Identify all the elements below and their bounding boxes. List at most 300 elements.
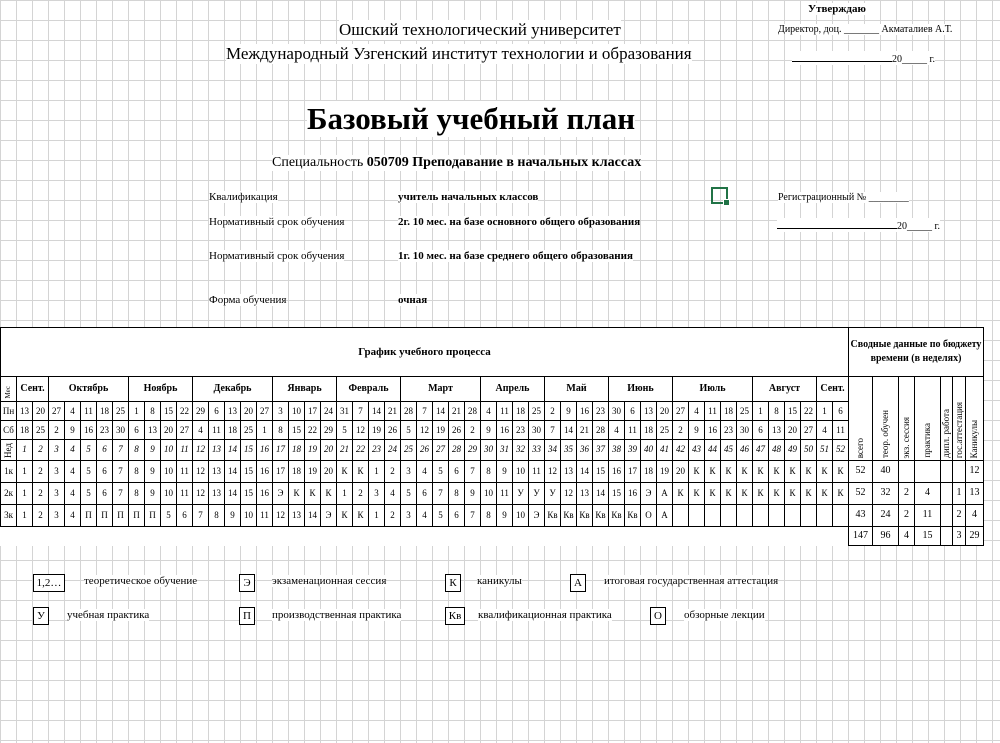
monday-row-cell: 22 bbox=[177, 402, 193, 421]
week-number-cell: 30 bbox=[481, 440, 497, 461]
week-number-cell: 29 bbox=[465, 440, 481, 461]
monday-row-cell: 8 bbox=[145, 402, 161, 421]
qualification-value: учитель начальных классов bbox=[398, 191, 539, 203]
reg-date-underline bbox=[777, 218, 897, 229]
course-week-cell: 3 bbox=[369, 482, 385, 504]
saturday-row-cell: 27 bbox=[801, 421, 817, 440]
course-summary-cell bbox=[941, 482, 953, 504]
course-week-cell: 9 bbox=[145, 482, 161, 504]
saturday-row-cell: 19 bbox=[369, 421, 385, 440]
qualification-label: Квалификация bbox=[209, 191, 278, 203]
course-label: 2к bbox=[1, 482, 17, 504]
course-week-cell: К bbox=[817, 482, 833, 504]
week-number-cell: 51 bbox=[817, 440, 833, 461]
course-week-cell: А bbox=[657, 504, 673, 526]
week-number-cell: 7 bbox=[113, 440, 129, 461]
course-week-cell: 10 bbox=[481, 482, 497, 504]
course-summary-cell: 11 bbox=[915, 504, 941, 526]
course-week-cell: 7 bbox=[113, 482, 129, 504]
course-week-cell: 7 bbox=[465, 460, 481, 482]
course-week-cell: К bbox=[785, 460, 801, 482]
course-week-cell: 20 bbox=[321, 460, 337, 482]
week-number-cell: 2 bbox=[33, 440, 49, 461]
summary-header-label: практика bbox=[922, 423, 932, 458]
course-week-cell: 10 bbox=[161, 482, 177, 504]
approve-date-text: 20_____ г. bbox=[892, 54, 935, 65]
course-week-cell: 13 bbox=[209, 460, 225, 482]
saturday-row-cell: 7 bbox=[545, 421, 561, 440]
schedule-table bbox=[0, 327, 984, 546]
course-week-cell: 15 bbox=[241, 482, 257, 504]
saturday-row-cell: 13 bbox=[145, 421, 161, 440]
saturday-row-cell: 25 bbox=[33, 421, 49, 440]
course-summary-cell: 52 bbox=[849, 460, 873, 482]
monday-row-cell: 1 bbox=[753, 402, 769, 421]
course-week-cell: 1 bbox=[17, 460, 33, 482]
week-number-cell: 8 bbox=[129, 440, 145, 461]
total-cell: 4 bbox=[899, 526, 915, 545]
course-week-cell bbox=[705, 504, 721, 526]
course-week-cell: 11 bbox=[497, 482, 513, 504]
week-number-cell: 42 bbox=[673, 440, 689, 461]
course-week-cell: 16 bbox=[609, 460, 625, 482]
course-week-cell: 10 bbox=[241, 504, 257, 526]
course-week-cell: К bbox=[737, 460, 753, 482]
week-number-cell: 49 bbox=[785, 440, 801, 461]
monday-row-cell: 10 bbox=[289, 402, 305, 421]
course-week-cell: 9 bbox=[465, 482, 481, 504]
week-number-cell: 47 bbox=[753, 440, 769, 461]
course-week-cell: 13 bbox=[561, 460, 577, 482]
summary-header bbox=[941, 377, 953, 461]
date-underline bbox=[792, 51, 892, 62]
week-number-cell: 44 bbox=[705, 440, 721, 461]
summary-header bbox=[966, 377, 984, 461]
week-number-cell: 39 bbox=[625, 440, 641, 461]
course-summary-cell: 4 bbox=[966, 504, 984, 526]
course-week-cell: 11 bbox=[257, 504, 273, 526]
specialty-line bbox=[272, 155, 641, 171]
course-summary-cell: 2 bbox=[953, 504, 966, 526]
monday-row-cell: 14 bbox=[369, 402, 385, 421]
saturday-row-cell: 25 bbox=[241, 421, 257, 440]
saturday-row-cell: 18 bbox=[641, 421, 657, 440]
week-number-cell: 21 bbox=[337, 440, 353, 461]
course-week-cell: 10 bbox=[513, 504, 529, 526]
week-number-cell: 45 bbox=[721, 440, 737, 461]
saturday-row-cell: 8 bbox=[273, 421, 289, 440]
legend-code-attestation: А bbox=[570, 574, 586, 592]
month-header: Март bbox=[401, 377, 481, 402]
monday-row-cell: 18 bbox=[97, 402, 113, 421]
week-number-cell: 20 bbox=[321, 440, 337, 461]
monday-row-cell: 20 bbox=[241, 402, 257, 421]
course-week-cell: 5 bbox=[401, 482, 417, 504]
course-summary-cell bbox=[899, 460, 915, 482]
monday-row-cell: 1 bbox=[129, 402, 145, 421]
week-number-cell: 43 bbox=[689, 440, 705, 461]
selected-cell-cursor[interactable] bbox=[711, 187, 728, 204]
week-number-cell: 3 bbox=[49, 440, 65, 461]
saturday-row-cell: 16 bbox=[497, 421, 513, 440]
summary-header bbox=[953, 377, 966, 461]
course-week-cell: К bbox=[769, 482, 785, 504]
saturday-row-cell: 21 bbox=[577, 421, 593, 440]
saturday-row-cell: 4 bbox=[609, 421, 625, 440]
course-week-cell: 18 bbox=[641, 460, 657, 482]
duration-label-1: Нормативный срок обучения bbox=[209, 216, 345, 228]
course-week-cell: Э bbox=[273, 482, 289, 504]
course-week-cell: К bbox=[353, 460, 369, 482]
course-week-cell: 16 bbox=[625, 482, 641, 504]
saturday-row-cell: 15 bbox=[289, 421, 305, 440]
course-week-cell bbox=[753, 504, 769, 526]
saturday-row-cell: 30 bbox=[529, 421, 545, 440]
course-week-cell: 9 bbox=[225, 504, 241, 526]
saturday-row-cell: 18 bbox=[225, 421, 241, 440]
course-week-cell: 12 bbox=[273, 504, 289, 526]
legend-text-attestation: итоговая государственная аттестация bbox=[604, 575, 779, 587]
course-week-cell: 7 bbox=[113, 460, 129, 482]
summary-header bbox=[873, 377, 899, 461]
course-week-cell: Э bbox=[321, 504, 337, 526]
monday-row-cell: 28 bbox=[465, 402, 481, 421]
course-week-cell: П bbox=[113, 504, 129, 526]
summary-header-label: экз. сессия bbox=[901, 416, 911, 458]
course-week-cell: 14 bbox=[225, 482, 241, 504]
course-week-cell: К bbox=[337, 460, 353, 482]
course-summary-cell bbox=[953, 460, 966, 482]
course-label: 3к bbox=[1, 504, 17, 526]
course-week-cell: 13 bbox=[289, 504, 305, 526]
course-week-cell: 20 bbox=[673, 460, 689, 482]
legend-code-industrial-practice: П bbox=[239, 607, 255, 625]
monday-row-cell: 21 bbox=[449, 402, 465, 421]
course-week-cell: Кв bbox=[561, 504, 577, 526]
course-week-cell: П bbox=[81, 504, 97, 526]
summary-header-label: теор. обучен bbox=[880, 409, 890, 458]
monday-row-cell: 27 bbox=[257, 402, 273, 421]
saturday-row-cell: 5 bbox=[401, 421, 417, 440]
legend-text-theory: теоретическое обучение bbox=[84, 575, 198, 587]
saturday-row-cell: 30 bbox=[113, 421, 129, 440]
week-number-cell: 27 bbox=[433, 440, 449, 461]
course-week-cell: 3 bbox=[401, 460, 417, 482]
course-week-cell: 3 bbox=[49, 482, 65, 504]
week-number-cell: 17 bbox=[273, 440, 289, 461]
month-header: Сент. bbox=[17, 377, 49, 402]
saturday-row-cell: 2 bbox=[465, 421, 481, 440]
course-week-cell: 8 bbox=[209, 504, 225, 526]
course-summary-cell: 40 bbox=[873, 460, 899, 482]
course-week-cell: К bbox=[801, 460, 817, 482]
week-number-cell: 18 bbox=[289, 440, 305, 461]
month-header: Июнь bbox=[609, 377, 673, 402]
course-week-cell: К bbox=[689, 482, 705, 504]
course-week-cell bbox=[769, 504, 785, 526]
course-week-cell: 1 bbox=[337, 482, 353, 504]
week-number-cell: 16 bbox=[257, 440, 273, 461]
summary-header bbox=[849, 377, 873, 461]
course-week-cell: 17 bbox=[273, 460, 289, 482]
total-cell: 147 bbox=[849, 526, 873, 545]
course-week-cell: У bbox=[513, 482, 529, 504]
monday-row-cell: 4 bbox=[65, 402, 81, 421]
saturday-row-cell: 1 bbox=[257, 421, 273, 440]
course-week-cell: 1 bbox=[369, 504, 385, 526]
course-week-cell: П bbox=[129, 504, 145, 526]
totals-blank bbox=[1, 526, 849, 545]
total-cell bbox=[941, 526, 953, 545]
monday-row-cell: 22 bbox=[801, 402, 817, 421]
course-week-cell: 8 bbox=[129, 482, 145, 504]
week-number-cell: 48 bbox=[769, 440, 785, 461]
university-name: Ошский технологический университет bbox=[339, 20, 621, 39]
course-week-cell: О bbox=[641, 504, 657, 526]
course-week-cell bbox=[833, 504, 849, 526]
week-number-cell: 28 bbox=[449, 440, 465, 461]
course-week-cell: К bbox=[289, 482, 305, 504]
week-number-cell: 9 bbox=[145, 440, 161, 461]
course-week-cell: 15 bbox=[593, 460, 609, 482]
course-week-cell: 17 bbox=[625, 460, 641, 482]
months-corner bbox=[1, 377, 17, 402]
week-number-cell: 52 bbox=[833, 440, 849, 461]
week-number-cell: 36 bbox=[577, 440, 593, 461]
total-cell: 3 bbox=[953, 526, 966, 545]
monday-row-cell: 23 bbox=[593, 402, 609, 421]
course-week-cell: 4 bbox=[417, 504, 433, 526]
study-form-value: очная bbox=[398, 294, 428, 306]
saturday-row-cell: 12 bbox=[417, 421, 433, 440]
course-week-cell: 12 bbox=[193, 460, 209, 482]
monday-row-cell: 31 bbox=[337, 402, 353, 421]
course-week-cell: 5 bbox=[433, 460, 449, 482]
saturday-row-cell: 30 bbox=[737, 421, 753, 440]
monday-row-cell: 9 bbox=[561, 402, 577, 421]
course-week-cell: 5 bbox=[81, 482, 97, 504]
saturday-row-cell: 20 bbox=[161, 421, 177, 440]
course-week-cell bbox=[721, 504, 737, 526]
week-number-cell: 32 bbox=[513, 440, 529, 461]
saturday-row-cell: 19 bbox=[433, 421, 449, 440]
week-number-cell: 50 bbox=[801, 440, 817, 461]
week-number-cell: 46 bbox=[737, 440, 753, 461]
week-number-cell: 4 bbox=[65, 440, 81, 461]
week-number-cell: 13 bbox=[209, 440, 225, 461]
monday-row-cell: 8 bbox=[769, 402, 785, 421]
course-week-cell: 8 bbox=[449, 482, 465, 504]
course-week-cell: 19 bbox=[657, 460, 673, 482]
course-summary-cell bbox=[915, 460, 941, 482]
course-week-cell: 2 bbox=[33, 482, 49, 504]
course-week-cell: К bbox=[737, 482, 753, 504]
week-number-cell: 35 bbox=[561, 440, 577, 461]
month-header: Май bbox=[545, 377, 609, 402]
course-week-cell: 4 bbox=[417, 460, 433, 482]
course-week-cell: К bbox=[817, 460, 833, 482]
total-cell: 96 bbox=[873, 526, 899, 545]
course-week-cell: К bbox=[785, 482, 801, 504]
course-week-cell: Кв bbox=[577, 504, 593, 526]
monday-row-cell: 25 bbox=[113, 402, 129, 421]
monday-row-cell: 30 bbox=[609, 402, 625, 421]
saturday-row-cell: 4 bbox=[817, 421, 833, 440]
course-week-cell: К bbox=[753, 482, 769, 504]
course-week-cell: 16 bbox=[257, 460, 273, 482]
course-week-cell: 6 bbox=[177, 504, 193, 526]
course-week-cell: 12 bbox=[193, 482, 209, 504]
course-week-cell: П bbox=[145, 504, 161, 526]
monday-row-cell: 24 bbox=[321, 402, 337, 421]
monday-row-cell: 11 bbox=[497, 402, 513, 421]
course-summary-cell: 43 bbox=[849, 504, 873, 526]
course-week-cell: К bbox=[337, 504, 353, 526]
monday-row-cell: 4 bbox=[481, 402, 497, 421]
week-number-cell: 38 bbox=[609, 440, 625, 461]
saturday-row-cell: 9 bbox=[65, 421, 81, 440]
monday-row-cell: 3 bbox=[273, 402, 289, 421]
summary-header-label: всего bbox=[855, 437, 865, 458]
week-number-cell: 1 bbox=[17, 440, 33, 461]
course-week-cell: 4 bbox=[65, 460, 81, 482]
course-summary-cell: 2 bbox=[899, 504, 915, 526]
monday-row-cell: 6 bbox=[833, 402, 849, 421]
schedule-title: График учебного процесса bbox=[1, 328, 849, 377]
course-week-cell: 5 bbox=[81, 460, 97, 482]
week-number-cell: 33 bbox=[529, 440, 545, 461]
course-week-cell bbox=[689, 504, 705, 526]
course-week-cell: 12 bbox=[561, 482, 577, 504]
course-week-cell: 3 bbox=[49, 460, 65, 482]
saturday-row-cell: 29 bbox=[321, 421, 337, 440]
monday-row-cell: 27 bbox=[49, 402, 65, 421]
course-week-cell: 15 bbox=[609, 482, 625, 504]
monday-row-cell: 13 bbox=[17, 402, 33, 421]
legend-text-exam: экзаменационная сессия bbox=[272, 575, 387, 587]
course-week-cell: 7 bbox=[193, 504, 209, 526]
director-line: Директор, доц. _______ Акматалиев А.Т. bbox=[778, 24, 953, 35]
legend-text-holidays: каникулы bbox=[477, 575, 522, 587]
course-week-cell: 13 bbox=[209, 482, 225, 504]
saturday-row-cell: 2 bbox=[49, 421, 65, 440]
saturday-row-cell: 26 bbox=[449, 421, 465, 440]
legend-code-theory: 1,2… bbox=[33, 574, 65, 592]
course-week-cell: К bbox=[673, 482, 689, 504]
course-week-cell: 19 bbox=[305, 460, 321, 482]
summary-header bbox=[915, 377, 941, 461]
course-week-cell: К bbox=[353, 504, 369, 526]
summary-header-label: Каникулы bbox=[969, 419, 979, 458]
course-week-cell: 9 bbox=[497, 460, 513, 482]
monday-row-cell: 1 bbox=[817, 402, 833, 421]
monday-row-cell: 25 bbox=[529, 402, 545, 421]
month-header: Декабрь bbox=[193, 377, 273, 402]
course-week-cell: 2 bbox=[33, 460, 49, 482]
course-week-cell: К bbox=[721, 482, 737, 504]
saturday-row-cell: 11 bbox=[833, 421, 849, 440]
week-number-cell: 11 bbox=[177, 440, 193, 461]
course-week-cell: 16 bbox=[257, 482, 273, 504]
saturday-row-cell: 6 bbox=[753, 421, 769, 440]
month-header: Январь bbox=[273, 377, 337, 402]
course-week-cell: 7 bbox=[433, 482, 449, 504]
saturday-row-cell: 14 bbox=[561, 421, 577, 440]
monday-row-cell: 11 bbox=[705, 402, 721, 421]
course-week-cell: 5 bbox=[433, 504, 449, 526]
monday-row-cell: 7 bbox=[353, 402, 369, 421]
monday-row-cell: 18 bbox=[721, 402, 737, 421]
course-week-cell: 11 bbox=[177, 482, 193, 504]
week-number-cell: 15 bbox=[241, 440, 257, 461]
monday-row-cell: 2 bbox=[545, 402, 561, 421]
monday-row-cell: 6 bbox=[209, 402, 225, 421]
saturday-row-cell: 22 bbox=[305, 421, 321, 440]
course-week-cell: К bbox=[705, 482, 721, 504]
course-week-cell: Э bbox=[641, 482, 657, 504]
week-number-cell: 22 bbox=[353, 440, 369, 461]
course-week-cell: 4 bbox=[65, 504, 81, 526]
saturday-row-cell: 16 bbox=[705, 421, 721, 440]
legend-code-review-lectures: О bbox=[650, 607, 666, 625]
course-week-cell bbox=[785, 504, 801, 526]
month-header: Апрель bbox=[481, 377, 545, 402]
registration-date-line bbox=[777, 218, 940, 232]
saturday-row-cell: 6 bbox=[129, 421, 145, 440]
summary-title: Сводные данные по бюджету времени (в неделях) bbox=[849, 328, 984, 377]
course-week-cell: К bbox=[689, 460, 705, 482]
course-week-cell: 2 bbox=[385, 504, 401, 526]
course-week-cell: Э bbox=[529, 504, 545, 526]
course-label: 1к bbox=[1, 460, 17, 482]
course-summary-cell: 12 bbox=[966, 460, 984, 482]
course-summary-cell: 2 bbox=[899, 482, 915, 504]
course-week-cell bbox=[817, 504, 833, 526]
course-summary-cell: 4 bbox=[915, 482, 941, 504]
course-week-cell: К bbox=[705, 460, 721, 482]
saturday-row-cell: 11 bbox=[209, 421, 225, 440]
course-week-cell: 8 bbox=[481, 504, 497, 526]
duration-label-2: Нормативный срок обучения bbox=[209, 250, 345, 262]
course-week-cell: Кв bbox=[593, 504, 609, 526]
monday-row-cell: 7 bbox=[417, 402, 433, 421]
saturday-row-cell: 2 bbox=[673, 421, 689, 440]
course-week-cell: 13 bbox=[577, 482, 593, 504]
registration-date-text: 20_____ г. bbox=[897, 221, 940, 232]
course-week-cell: 8 bbox=[129, 460, 145, 482]
course-week-cell: 6 bbox=[449, 460, 465, 482]
monday-row-label: Пн bbox=[1, 402, 17, 421]
course-week-cell: 4 bbox=[385, 482, 401, 504]
course-week-cell: 1 bbox=[369, 460, 385, 482]
course-week-cell: 4 bbox=[65, 482, 81, 504]
course-week-cell: У bbox=[545, 482, 561, 504]
month-header: Сент. bbox=[817, 377, 849, 402]
monday-row-cell: 13 bbox=[641, 402, 657, 421]
course-week-cell: 6 bbox=[449, 504, 465, 526]
course-week-cell: У bbox=[529, 482, 545, 504]
saturday-row-cell: 18 bbox=[17, 421, 33, 440]
week-number-cell: 31 bbox=[497, 440, 513, 461]
course-row bbox=[1, 460, 984, 482]
course-row bbox=[1, 504, 984, 526]
monday-row-cell: 17 bbox=[305, 402, 321, 421]
legend-code-exam: Э bbox=[239, 574, 255, 592]
saturday-row-cell: 4 bbox=[193, 421, 209, 440]
page-title: Базовый учебный план bbox=[307, 101, 636, 136]
course-week-cell: К bbox=[321, 482, 337, 504]
course-week-cell: К bbox=[769, 460, 785, 482]
